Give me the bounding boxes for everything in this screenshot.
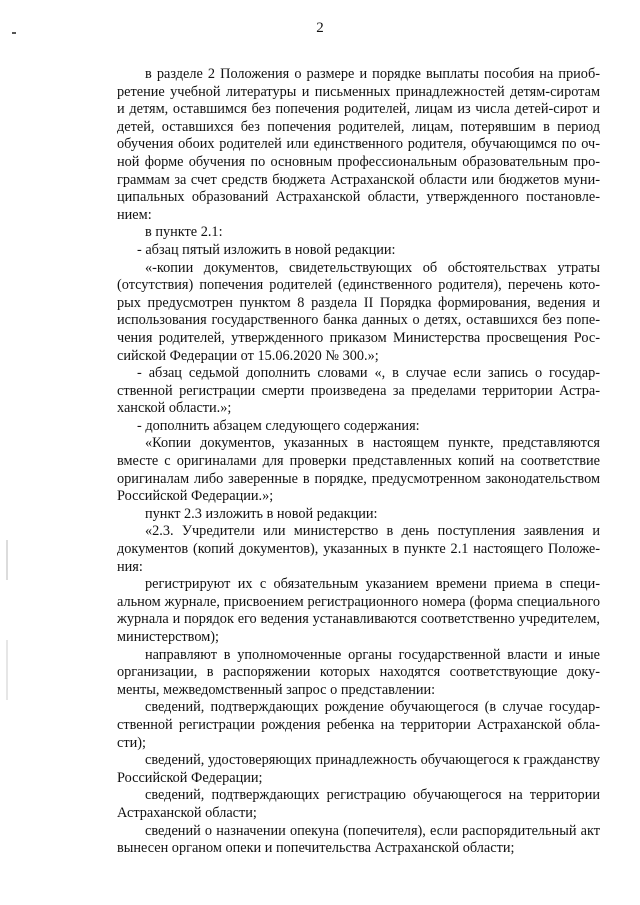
paragraph-guardian-info: сведений о назначении опекуна (попечителя), если распорядительный акт вынесен органом опеки и попечительства Астраханской области; [117,822,600,857]
paragraph-birth-info: сведений, подтверждающих рождение обучающегося (в случае государственной регистрации рождения ребенка на территории Астраханской области); [117,699,600,751]
paragraph-registration-info: сведений, подтверждающих регистрацию обучающегося на территории Астраханской области; [117,787,600,821]
paragraph-2-3-text: «2.3. Учредители или министерство в день поступления заявления и документов (копий документов), указанных в пункте 2.1 настоящего Положения: [117,523,600,575]
paragraph-citizenship-info: сведений, удостоверяющих принадлежность обучающегося к гражданству Российской Федерации; [117,752,600,786]
paragraph-section-2-intro: в разделе 2 Положения о размере и порядке выплаты пособия на приобретение учебной литературы и письменных принадлежностей детям-сиротам и детям, оставшимся без попечения родителей, лицам из числа детей-сирот и детей, оставшихся без попечения родителей, лицам, потерявшим в период обучения обоих родителей или единственного родителя, обучающимся по очной форме обучения по основным профессиональным образовательным программам за счет средств бюджета Астраханской области или бюджетов муниципальных образований Астраханской области, утвержденного постановлением: [117,66,600,223]
paragraph-item-2-3: пункт 2.3 изложить в новой редакции: [145,505,378,522]
paragraph-copies-originals: «Копии документов, указанных в настоящем пункте, представляются вместе с оригиналами для проверки представленных копий на соответствие оригиналам либо заверенные в порядке, предусмотренном законодательством Российской Федерации.»; [117,435,600,505]
scan-edge-artifact [6,540,8,580]
document-body [117,66,600,858]
page-number: 2 [316,20,324,36]
paragraph-item-2-1: в пункте 2.1: [145,224,223,241]
paragraph-copies-quote: «-копии документов, свидетельствующих об обстоятельствах утраты (отсутствия) попечения родителей (единственного родителя), перечень которых предусмотрен пунктом 8 раздела II Порядка формирования, ведения и использования государственного банка данных о детях, оставшихся без попечения родителей, утвержденного приказом Министерства просвещения Российской Федерации от 15.06.2020 № 300.»; [117,259,600,364]
scan-edge-artifact [6,640,8,700]
paragraph-fifth-abzac: - абзац пятый изложить в новой редакции: [137,241,396,258]
paragraph-add-abzac: - дополнить абзацем следующего содержания: [137,417,420,434]
paragraph-seventh-abzac: - абзац седьмой дополнить словами «, в случае если запись о государственной регистрации смерти произведена за пределами территории Астраханской области.»; [117,365,600,417]
paragraph-register: регистрируют их с обязательным указанием времени приема в специальном журнале, присвоением регистрационного номера (форма специального журнала и порядок его ведения устанавливаются соответственно учредителем, министерством); [117,576,600,645]
paragraph-send-request: направляют в уполномоченные органы государственной власти и иные организации, в распоряжении которых находятся соответствующие документы, межведомственный запрос о представлении: [117,646,600,698]
